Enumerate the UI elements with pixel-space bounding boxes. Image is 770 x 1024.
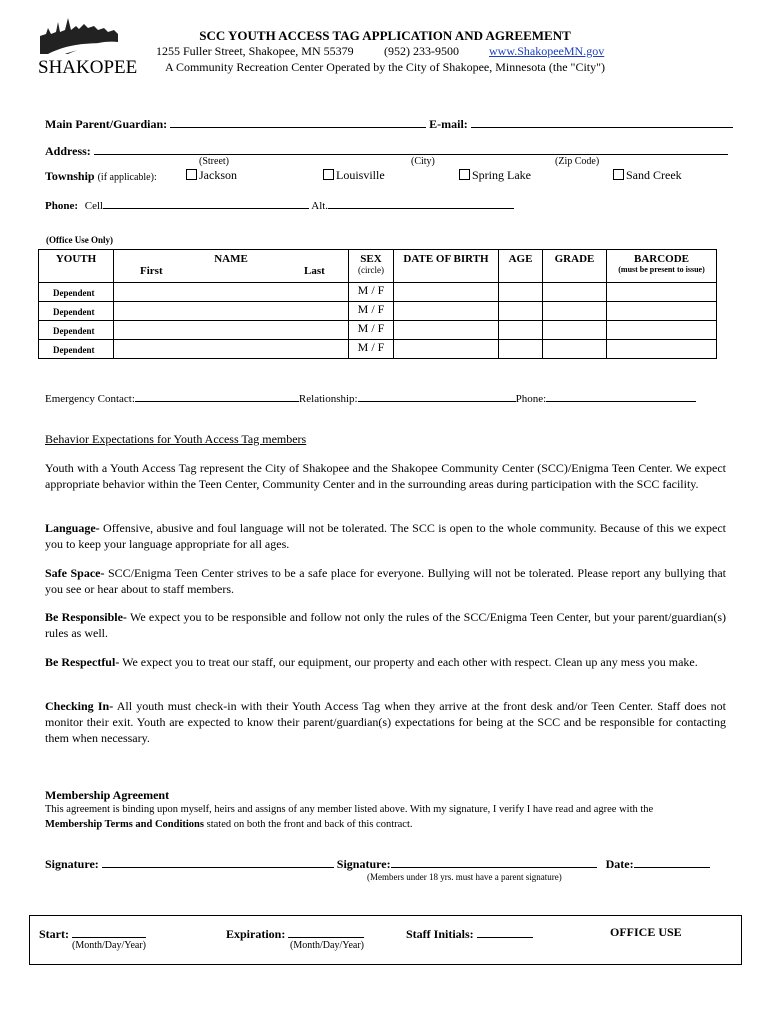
name-cell[interactable] (114, 340, 349, 359)
checkbox-icon (459, 169, 470, 180)
age-cell[interactable] (499, 340, 543, 359)
township-louisville[interactable]: Louisville (323, 168, 385, 183)
emergency-contact-label: Emergency Contact: (45, 393, 135, 405)
membership-text: This agreement is binding upon myself, heirs and assigns of any member listed above. With my signature, I verify I have read and agree with the Membership Terms and Conditions stated on both the front and back of this contract. (45, 804, 654, 830)
dependent-row-label: Dependent (39, 283, 114, 302)
cell-label: Cell (84, 200, 104, 212)
col-name: NAME First Last (114, 250, 349, 283)
dependent-row-label: Dependent (39, 340, 114, 359)
city-hint: (City) (411, 156, 435, 167)
dependent-row-label: Dependent (39, 321, 114, 340)
name-cell[interactable] (114, 283, 349, 302)
rule-be-respectful: Be Respectful- We expect you to treat our staff, our equipment, our property and each other with respect. Clean up any mess you make. (45, 655, 698, 669)
rule-safe-space: Safe Space- SCC/Enigma Teen Center strives to be a safe place for everyone. Bullying will not be tolerated. Please report any bullying that you see or hear about to staff members. (45, 566, 727, 596)
start-field[interactable] (72, 926, 146, 938)
alt-field[interactable] (328, 197, 514, 209)
signature1-label: Signature: (45, 857, 99, 871)
signature2-label: Signature: (336, 857, 391, 871)
staff-initials-label: Staff Initials: (406, 927, 474, 941)
age-cell[interactable] (499, 283, 543, 302)
col-grade: GRADE (543, 250, 607, 283)
website-link[interactable]: www.ShakopeeMN.gov (489, 44, 605, 58)
zip-hint: (Zip Code) (555, 156, 600, 167)
address-label: Address: (45, 144, 91, 158)
grade-cell[interactable] (543, 302, 607, 321)
relationship-label: Relationship: (298, 393, 358, 405)
date-label: Date: (605, 857, 634, 871)
phone-label: Phone: (45, 200, 78, 212)
address-field[interactable] (94, 143, 728, 155)
parent-signature-note: (Members under 18 yrs. must have a parent signature) (367, 872, 562, 882)
grade-cell[interactable] (543, 340, 607, 359)
dependent-row-label: Dependent (39, 302, 114, 321)
header-address: 1255 Fuller Street, Shakopee, MN 55379 (156, 44, 354, 58)
dob-cell[interactable] (394, 283, 499, 302)
youth-table (38, 249, 717, 359)
grade-cell[interactable] (543, 321, 607, 340)
sex-cell[interactable]: M / F (349, 283, 394, 302)
sex-cell[interactable]: M / F (349, 302, 394, 321)
emergency-contact-field[interactable] (135, 390, 299, 402)
age-cell[interactable] (499, 302, 543, 321)
col-dob: DATE OF BIRTH (394, 250, 499, 283)
emergency-phone-field[interactable] (546, 390, 696, 402)
street-hint: (Street) (199, 156, 229, 167)
email-field[interactable] (471, 116, 733, 128)
staff-initials-field[interactable] (477, 926, 533, 938)
township-note: (if applicable): (97, 172, 157, 183)
dob-cell[interactable] (394, 302, 499, 321)
expiration-date-hint: (Month/Day/Year) (290, 940, 364, 951)
rule-checking-in: Checking In- All youth must check-in with their Youth Access Tag when they arrive at the front desk and/or Teen Center. Staff does not monitor their exit. Youth are expected to know their parent/guardian(s) expectations for being at the SCC and be responsible for contacting them when necessary. (45, 699, 727, 745)
main-parent-label: Main Parent/Guardian: (45, 117, 168, 131)
dob-cell[interactable] (394, 321, 499, 340)
barcode-cell[interactable] (607, 302, 717, 321)
emergency-phone-label: Phone: (515, 393, 547, 405)
logo-text: SHAKOPEE (38, 57, 138, 78)
name-cell[interactable] (114, 321, 349, 340)
checkbox-icon (323, 169, 334, 180)
header-tagline: A Community Recreation Center Operated by the City of Shakopee, Minnesota (the "City") (164, 60, 606, 74)
township-sand-creek[interactable]: Sand Creek (613, 168, 682, 183)
barcode-cell[interactable] (607, 340, 717, 359)
township-spring-lake[interactable]: Spring Lake (459, 168, 531, 183)
sex-cell[interactable]: M / F (349, 321, 394, 340)
signature1-field[interactable] (102, 856, 334, 868)
expiration-label: Expiration: (226, 927, 286, 941)
cell-field[interactable] (103, 197, 309, 209)
start-label: Start: (39, 927, 69, 941)
alt-label: Alt. (311, 200, 329, 212)
office-use-label: (Office Use Only) (46, 235, 113, 245)
sex-cell[interactable]: M / F (349, 340, 394, 359)
age-cell[interactable] (499, 321, 543, 340)
township-label: Township (45, 169, 95, 183)
main-parent-field[interactable] (170, 116, 426, 128)
col-age: AGE (499, 250, 543, 283)
behavior-intro: Youth with a Youth Access Tag represent the City of Shakopee and the Shakopee Community Center (SCC)/Enigma Teen Center. We expect appropriate behavior within the Teen Center, Community Center and in the surrounding areas during participation with the SCC facility. (45, 461, 726, 491)
office-use-title: OFFICE USE (610, 925, 682, 939)
behavior-heading: Behavior Expectations for Youth Access Tag members (45, 432, 307, 446)
rule-language: Language- Offensive, abusive and foul language will not be tolerated. The SCC is open to the whole community. Because of this we expect you to keep your language appropriate for all ages. (45, 521, 726, 551)
col-sex: SEX (circle) (349, 250, 394, 283)
dob-cell[interactable] (394, 340, 499, 359)
checkbox-icon (613, 169, 624, 180)
date-field[interactable] (634, 856, 710, 868)
email-label: E-mail: (429, 117, 468, 131)
name-cell[interactable] (114, 302, 349, 321)
checkbox-icon (186, 169, 197, 180)
barcode-cell[interactable] (607, 321, 717, 340)
col-barcode: BARCODE (must be present to issue) (607, 250, 717, 283)
signature2-field[interactable] (391, 856, 597, 868)
col-youth: YOUTH (39, 250, 114, 283)
township-jackson[interactable]: Jackson (186, 168, 237, 183)
relationship-field[interactable] (358, 390, 516, 402)
start-date-hint: (Month/Day/Year) (72, 940, 146, 951)
barcode-cell[interactable] (607, 283, 717, 302)
rule-be-responsible: Be Responsible- We expect you to be responsible and follow not only the rules of the SCC/Enigma Teen Center, but your parent/guardian(s) rules as well. (45, 610, 726, 640)
grade-cell[interactable] (543, 283, 607, 302)
form-title: SCC YOUTH ACCESS TAG APPLICATION AND AGREEMENT (199, 28, 571, 43)
header-phone: (952) 233-9500 (384, 44, 459, 58)
membership-heading: Membership Agreement (45, 788, 170, 802)
expiration-field[interactable] (288, 926, 364, 938)
